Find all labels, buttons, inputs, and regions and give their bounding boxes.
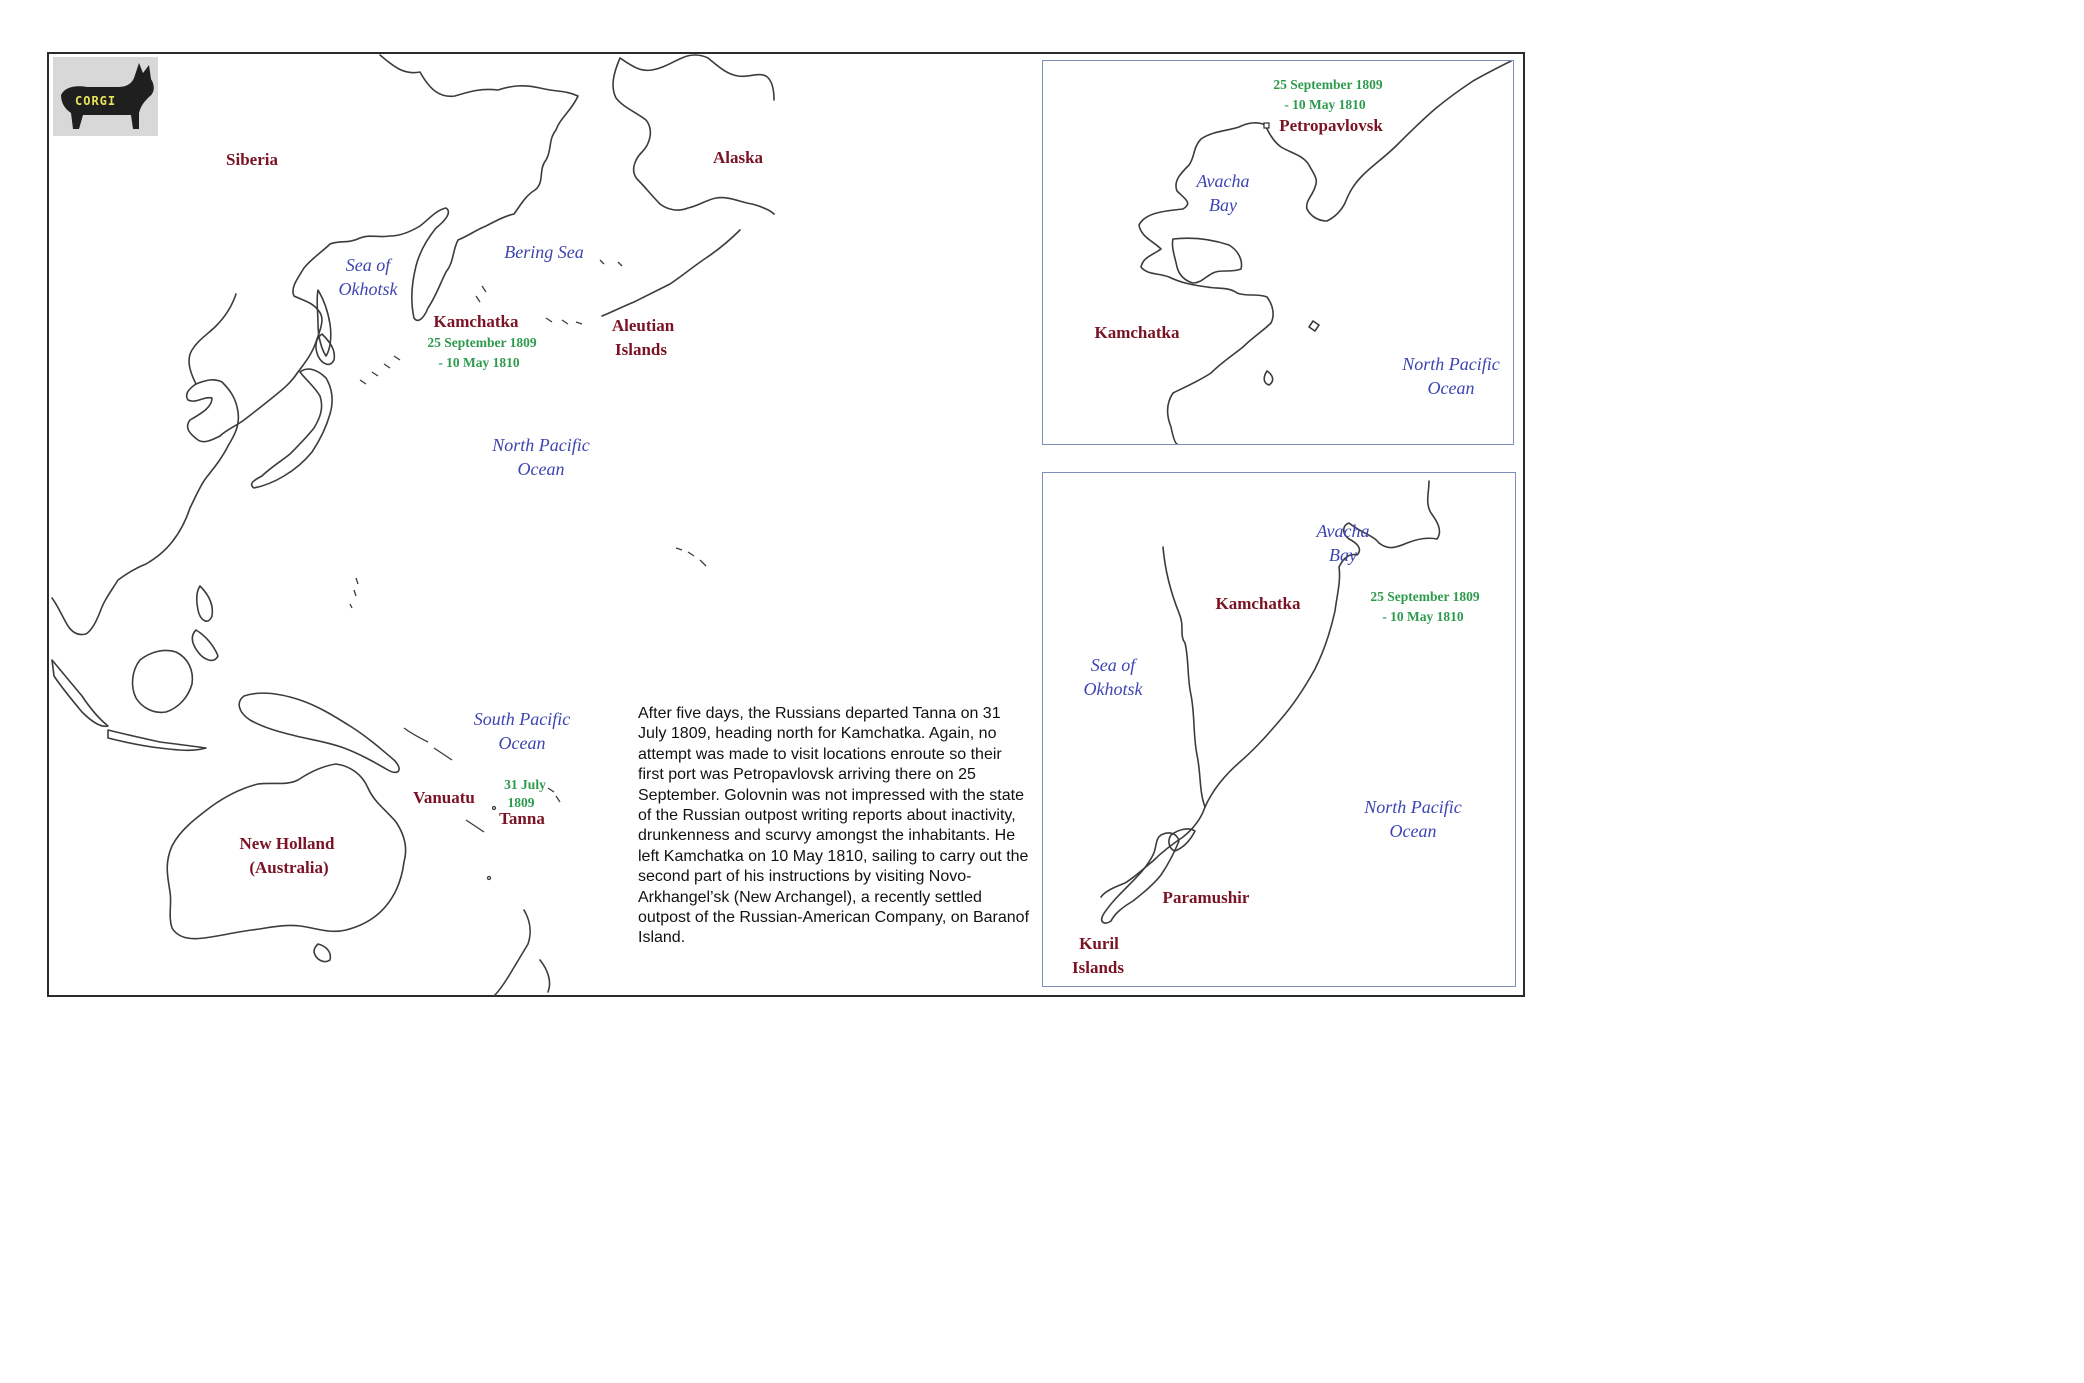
label-bering-sea: Bering Sea: [504, 242, 584, 262]
label-tanna-date-line1: 31 July: [504, 777, 546, 792]
label-sea-of-okhotsk-line1: Sea of: [345, 255, 391, 275]
label-north-pacific-line2: Ocean: [517, 459, 565, 479]
label-sea-of-okhotsk-line2: Okhotsk: [338, 279, 398, 299]
logo-text: CORGI: [75, 94, 117, 108]
label-paramushir: Paramushir: [1162, 888, 1250, 907]
inset-bottom-date-line2: - 10 May 1810: [1382, 609, 1464, 624]
inset-top-kamchatka: Kamchatka: [1094, 323, 1180, 342]
label-tanna-date-line2: 1809: [507, 795, 535, 810]
inset-kamchatka-coastline: [1043, 473, 1515, 986]
label-kuril-line1: Kuril: [1079, 934, 1119, 953]
label-north-pacific-line1: North Pacific: [492, 435, 590, 455]
inset-bottom-avacha-line2: Bay: [1329, 545, 1357, 565]
label-new-holland-line1: New Holland: [239, 834, 335, 853]
label-tanna: Tanna: [499, 809, 545, 828]
petropavlovsk-marker: [1264, 123, 1269, 128]
inset-top-date-line1: 25 September 1809: [1273, 77, 1383, 92]
inset-kamchatka-kurils: [1042, 472, 1516, 987]
inset-bottom-kamchatka: Kamchatka: [1215, 594, 1301, 613]
inset-top-avacha-line2: Bay: [1209, 195, 1237, 215]
inset-bottom-avacha-line1: Avacha: [1316, 521, 1370, 541]
inset-top-avacha-line1: Avacha: [1196, 171, 1250, 191]
inset-bottom-north-pacific-line1: North Pacific: [1364, 797, 1462, 817]
label-kuril-line2: Islands: [1072, 958, 1124, 977]
inset-bottom-date-line1: 25 September 1809: [1370, 589, 1480, 604]
inset-bottom-sea-of-okhotsk-line2: Okhotsk: [1083, 679, 1143, 699]
label-new-holland-line2: (Australia): [249, 858, 329, 877]
label-south-pacific-line1: South Pacific: [473, 709, 571, 729]
narrative-text: After five days, the Russians departed Tanna on 31 July 1809, heading north for Kamchatka. Again, no attempt was made to visit locations enroute so their first port was Petropavlovsk arriving there on 25 September. Golovnin was not impressed with the state of the Russian outpost writing reports about inactivity, drunkenness and scurvy amongst the inhabitants. He left Kamchatka on 10 May 1810, sailing to carry out the second part of his instructions by visiting Novo-Arkhangel’sk (New Archangel), a recently settled outpost of the Russian-American Company, on Baranof Island.: [638, 705, 1030, 947]
label-petropavlovsk: Petropavlovsk: [1279, 116, 1383, 135]
inset-top-north-pacific-line2: Ocean: [1427, 378, 1475, 398]
label-south-pacific-line2: Ocean: [498, 733, 546, 753]
inset-bottom-sea-of-okhotsk-line1: Sea of: [1090, 655, 1136, 675]
inset-top-north-pacific-line1: North Pacific: [1402, 354, 1500, 374]
inset-petropavlovsk: [1042, 60, 1514, 445]
label-kamchatka-date-line1: 25 September 1809: [427, 335, 537, 350]
label-aleutian-line1: Aleutian: [611, 316, 675, 335]
label-kamchatka: Kamchatka: [433, 312, 519, 331]
corgi-logo: [53, 57, 158, 136]
label-alaska: Alaska: [712, 148, 764, 167]
label-siberia: Siberia: [226, 150, 278, 169]
label-kamchatka-date-line2: - 10 May 1810: [438, 355, 520, 370]
inset-top-date-line2: - 10 May 1810: [1284, 97, 1366, 112]
label-aleutian-line2: Islands: [615, 340, 667, 359]
label-vanuatu: Vanuatu: [413, 788, 475, 807]
inset-bottom-north-pacific-line2: Ocean: [1389, 821, 1437, 841]
